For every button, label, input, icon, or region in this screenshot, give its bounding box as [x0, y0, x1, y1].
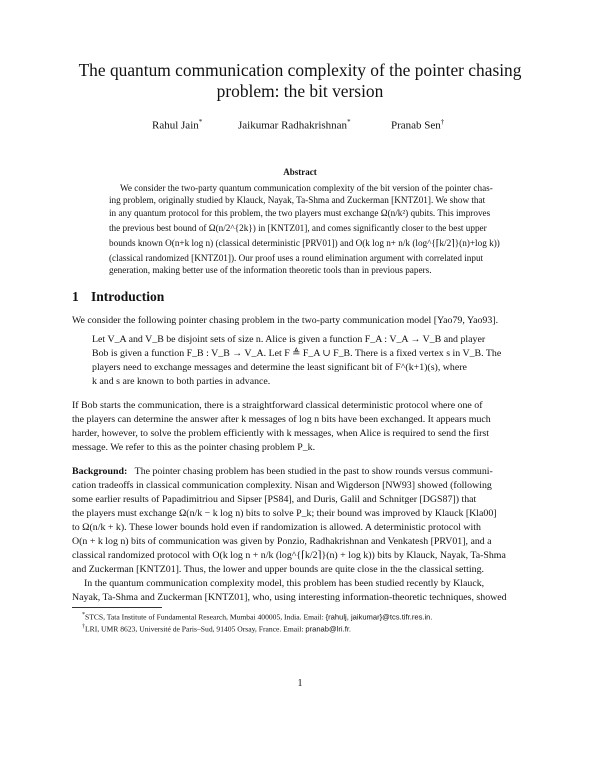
abstract-line: bounds known O(n+k log n) (classical deterministic [PRV01]) and O(k log n+ n/k (log^{⌈k/2⌉}(n)+log k)) [109, 238, 500, 248]
footnote-email: pranab@lri.fr. [305, 624, 352, 634]
background-line [72, 466, 530, 477]
body-line: harder, however, to solve the problem efficiently with k messages, when Alice is required to send the first [72, 428, 489, 439]
author-radhakrishnan [238, 118, 351, 132]
footnote-text: STCS, Tata Institute of Fundamental Research, Mumbai 400005, India. Email: [85, 612, 326, 622]
author-mark: † [440, 118, 445, 126]
body-line: message. We refer to this as the pointer chasing problem P_k. [72, 442, 316, 453]
body-line: If Bob starts the communication, there is a straightforward classical deterministic protocol where one of [72, 400, 483, 411]
author-mark: * [198, 118, 203, 126]
abstract-line: We consider the two-party quantum communication complexity of the bit version of the pointer chas- [120, 183, 493, 193]
title-line-1: The quantum communication complexity of the pointer chasing [78, 60, 522, 80]
section-title: Introduction [91, 289, 165, 304]
author-name: Rahul Jain [152, 119, 199, 132]
author-name: Pranab Sen [391, 119, 441, 132]
background-label: Background: [72, 466, 128, 477]
body-line: the players can determine the answer after k messages of log n bits have been exchanged. It appears much [72, 414, 491, 425]
problem-line: players need to exchange messages and determine the least significant bit of F^(k+1)(s), where [92, 362, 467, 373]
footnote-1 [82, 612, 433, 622]
footnote-rule [72, 607, 162, 608]
abstract-line: (classical randomized [KNTZ01]). Our proof uses a round elimination argument with correlated input [109, 253, 484, 263]
section-number: 1 [72, 289, 79, 304]
footnote-email: {rahulj, jaikumar}@tcs.tifr.res.in. [325, 612, 433, 622]
problem-line: Bob is given a function F_B : V_B → V_A. Let F ≜ F_A ∪ F_B. There is a fixed vertex s in V_B. The [92, 348, 502, 359]
background-line: O(n + k log n) bits of communication was given by Ponzio, Radhakrishnan and Venkatesh [PRV01], and a [72, 536, 492, 547]
background-text: The pointer chasing problem has been studied in the past to show rounds versus communi- [134, 466, 493, 477]
background-line: Nayak, Ta-Shma and Zuckerman [KNTZ01], who, using interesting information-theoretic techniques, showed [72, 592, 507, 603]
background-line: classical randomized protocol with O(k log n + n/k (log^{⌈k/2⌉}(n) + log k)) bits by Klauck, Nayak, Ta-Shma [72, 550, 506, 561]
background-line: In the quantum communication complexity model, this problem has been studied recently by Klauck, [84, 578, 485, 589]
abstract-heading: Abstract [283, 167, 317, 177]
page-number: 1 [297, 678, 303, 689]
background-line: cation tradeoffs in classical communication complexity. Nisan and Wigderson [NW93] showed (following [72, 480, 492, 491]
body-line: We consider the following pointer chasing problem in the two-party communication model [Yao79, Yao93]. [72, 315, 499, 326]
footnote-mark: † [82, 624, 85, 630]
background-line: some earlier results of Papadimitriou and Sipser [PS84], and Duris, Galil and Schnitger [DGS87]) that [72, 494, 477, 505]
author-name: Jaikumar Radhakrishnan [238, 119, 348, 132]
problem-line: Let V_A and V_B be disjoint sets of size n. Alice is given a function F_A : V_A → V_B and player [92, 334, 486, 345]
footnote-2 [82, 624, 351, 634]
paper-title [60, 60, 540, 102]
background-line: and Zuckerman [KNTZ01]. Thus, the lower and upper bounds are quite close in the the classical setting. [72, 564, 484, 575]
background-line: the players must exchange Ω(n/k − k log n) bits to solve P_k; their bound was improved by Klauck [Kla00] [72, 508, 497, 519]
author-sen [391, 118, 444, 132]
background-line: to Ω(n/k + k). These lower bounds hold even if randomization is allowed. A deterministic protocol with [72, 522, 481, 533]
section-heading [72, 289, 164, 305]
title-line-2: problem: the bit version [216, 81, 384, 101]
author-mark: * [347, 118, 351, 126]
abstract-line: generation, making better use of the information theoretic tools than in previous papers. [109, 265, 432, 275]
footnote-text: LRI, UMR 8623, Université de Paris–Sud, 91405 Orsay, France. Email: [85, 624, 306, 634]
abstract-line: ing problem, originally studied by Klauck, Nayak, Ta-Shma and Zuckerman [KNTZ01]. We show that [109, 195, 486, 205]
abstract-line: the previous best bound of Ω(n/2^{2k}) in [KNTZ01], and comes significantly closer to the best upper [109, 223, 487, 233]
problem-line: k and s are known to both parties in advance. [92, 376, 271, 387]
footnote-mark: * [82, 612, 85, 618]
abstract-line: in any quantum protocol for this problem, the two players must exchange Ω(n/k²) qubits. This improves [109, 208, 491, 218]
author-jain [152, 118, 202, 132]
